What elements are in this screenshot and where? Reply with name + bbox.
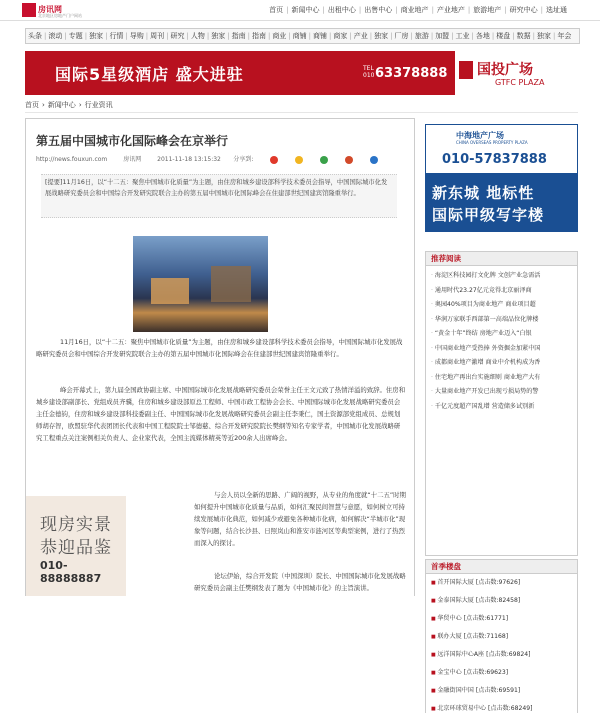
top-nav-link[interactable]: 出售中心 — [364, 6, 393, 14]
nav-separator: | — [431, 6, 434, 14]
list-item[interactable]: · 奥园40%项目为商业地产 商业项目超 — [431, 298, 577, 313]
top-nav-link[interactable]: 产业地产 — [436, 6, 465, 14]
top-nav — [266, 5, 570, 15]
article-time: 2011-11-18 13:15:32 — [157, 156, 221, 163]
recommended-list — [426, 266, 577, 414]
sidebar-ad[interactable] — [425, 124, 578, 232]
sidebar-ad-slogan-2: 国际甲级写字楼 — [432, 206, 545, 224]
category-nav-link[interactable]: 旅游 — [414, 32, 429, 40]
category-nav-link[interactable]: 厂房 — [394, 32, 409, 40]
category-nav-link[interactable]: 独家 — [211, 32, 226, 40]
category-nav-link[interactable]: 专题 — [68, 32, 83, 40]
top-nav-link[interactable]: 旅游地产 — [473, 6, 502, 14]
nav-separator: | — [467, 6, 471, 14]
article-summary: [提要]11月16日，以“十二五：聚焦中国城市化质量”为主题，由住房和城乡建设部科学技术委员会指导，中国国际城市化发展战略研究委员会和中国综合开发研究院联合主办的第五届中国城市化国际峰会在住建部世纪国建宾馆隆重举行。 — [41, 174, 397, 218]
list-item[interactable]: ■ 联办大厦 [点击数:71168] — [431, 628, 577, 646]
category-nav-link[interactable]: 年会 — [557, 32, 572, 40]
category-nav-link[interactable]: 商业 — [272, 32, 287, 40]
list-item[interactable]: ■ 金泰国际大厦 [点击数:82458] — [431, 592, 577, 610]
share-label: 分享到: — [233, 156, 254, 163]
share-weibo-icon[interactable] — [270, 156, 278, 164]
recommended-title: 推荐阅读 — [426, 252, 577, 266]
sidebar-ad-slogan-1: 新东城 地标性 — [432, 184, 535, 202]
plaza-name-cn: 国投广场 — [477, 62, 533, 78]
list-item[interactable]: · 大量商业地产开发已出现亏损局势的警 — [431, 385, 577, 400]
inline-ad[interactable] — [26, 496, 126, 596]
nav-separator: | — [471, 32, 474, 40]
nav-separator: | — [410, 32, 413, 40]
sidebar-ad-brand-en: CHINA OVERSEAS PROPERTY PLAZA — [456, 140, 528, 145]
sidebar-ad-brand: 中海地产广场 — [456, 131, 504, 140]
category-nav-link[interactable]: 加盟 — [435, 32, 450, 40]
banner-ad[interactable] — [25, 51, 578, 95]
category-nav-link[interactable]: 行情 — [109, 32, 124, 40]
logo-subtitle: 北京地区房地产门户网站 — [38, 13, 82, 18]
inline-ad-line2: 恭迎品鉴 — [40, 538, 112, 558]
list-item[interactable]: · 成都商业地产激增 商业中介机构成为香 — [431, 356, 577, 371]
article-container — [25, 118, 415, 596]
logo-name: 房讯网 — [38, 5, 62, 14]
nav-separator: | — [552, 32, 556, 40]
category-nav — [25, 28, 580, 44]
nav-separator: | — [64, 32, 67, 40]
plaza-name-en: GTFC PLAZA — [495, 78, 545, 87]
category-nav-link[interactable]: 导购 — [129, 32, 144, 40]
category-nav-link[interactable]: 产业 — [353, 32, 368, 40]
share-more-icon[interactable] — [370, 156, 378, 164]
category-nav-link[interactable]: 商家 — [333, 32, 348, 40]
nav-separator: | — [322, 6, 325, 14]
breadcrumb-arrow-icon: › — [78, 101, 82, 109]
nav-separator: | — [512, 32, 515, 40]
list-item[interactable]: ■ 远洋国际中心A座 [点击数:69824] — [431, 646, 577, 664]
nav-separator: | — [288, 32, 291, 40]
top-nav-link[interactable]: 选址通 — [546, 6, 567, 14]
photo-building-right — [211, 266, 251, 302]
list-item[interactable]: · 中国商业地产受热捧 外资掘金加紧中国 — [431, 342, 577, 357]
photo-building-left — [151, 278, 189, 304]
nav-separator: | — [166, 32, 169, 40]
nav-separator: | — [267, 32, 271, 40]
category-nav-link[interactable]: 人物 — [190, 32, 205, 40]
breadcrumb-arrow-icon: › — [42, 101, 45, 109]
article-paragraph-1: 11月16日，以“十二五：聚焦中国城市化质量”为主题，由住房和城乡建设部科学技术委员会指导，中国国际城市化发展战略研究委员会和中国综合开发研究院联合主办的第五届中国城市化国际峰会在住建部世纪国建宾馆隆重举行。 — [36, 338, 403, 358]
banner-plaza-logo — [455, 51, 578, 95]
category-nav-link[interactable]: 数据 — [516, 32, 531, 40]
list-item[interactable]: ■ 金融街国中国 [点击数:69591] — [431, 682, 577, 700]
nav-separator: | — [308, 32, 312, 40]
sidebar-ad-header — [425, 124, 578, 174]
nav-separator: | — [247, 32, 250, 40]
article-photo — [133, 236, 268, 332]
nav-separator: | — [84, 32, 88, 40]
list-item[interactable]: ■ 首开国际大厦 [点击数:97626] — [431, 574, 577, 592]
breadcrumb — [25, 100, 578, 113]
category-nav-link[interactable]: 独家 — [536, 32, 551, 40]
breadcrumb-item[interactable]: 首页 — [25, 101, 39, 109]
breadcrumb-item[interactable]: 行业资讯 — [84, 101, 113, 109]
nav-separator: | — [125, 32, 128, 40]
banner-headline: 国际5星级酒店 盛大进驻 — [55, 65, 244, 84]
article-source: 房讯网 — [123, 156, 142, 163]
plaza-logo-icon — [459, 61, 473, 79]
share-kaixin-icon[interactable] — [345, 156, 353, 164]
article-paragraph-2: 峰会开幕式上，第九届全国政协副主席、中国国际城市化发展战略研究委员会荣誉主任王文元致了热情洋溢的致辞。住房和城乡建设部副部长、党组成员齐骥，住房和城乡建设部原总工程师、中国市政工程协会会长、中国国际城市化发展战略研究委员会主任金德钧，住房和城乡建设部科技委副主任、中国国际城市化发展战略研究委员会副主任李秉仁，国土资源部党组成员、总规划师胡存智，欧盟驻华代表团团长代表和中国工程院院士邹德慈、综合开发研究院院长樊纲等知名专家学者，中国城市化发展战略研究工程重点关注案例相关负责人、企业家代表，全国主流媒体精英等近200余人出席峰会。 — [36, 386, 406, 442]
logo-mark-icon — [22, 3, 36, 17]
nav-separator: | — [532, 32, 535, 40]
nav-separator: | — [451, 32, 454, 40]
list-item[interactable]: · 华润万家联手西部第一高端品位化牌楼 — [431, 313, 577, 328]
nav-separator: | — [540, 6, 543, 14]
category-nav-link[interactable]: 研究 — [170, 32, 185, 40]
nav-separator: | — [105, 32, 108, 40]
sidebar-ad-tel: 010-57837888 — [442, 152, 547, 167]
nav-separator: | — [186, 32, 189, 40]
share-qzone-icon[interactable] — [295, 156, 303, 164]
sidebar — [425, 118, 578, 712]
inline-ad-line1: 现房实景 — [40, 515, 112, 535]
category-nav-link[interactable]: 周刊 — [150, 32, 165, 40]
hot-projects-title: 首季楼盘 — [426, 560, 577, 574]
nav-separator: | — [491, 32, 495, 40]
top-nav-link[interactable]: 新闻中心 — [291, 6, 320, 14]
list-item[interactable]: · 海淀区科技园打文化牌 文创产业急需活 — [431, 269, 577, 284]
category-nav-link[interactable]: 指南 — [251, 32, 266, 40]
category-nav-link[interactable]: 商铺 — [313, 32, 328, 40]
list-item[interactable]: · 住宅地产再出台实施细则 商业地产大有 — [431, 371, 577, 386]
top-bar — [0, 0, 600, 21]
nav-separator: | — [206, 32, 210, 40]
nav-separator: | — [44, 32, 47, 40]
list-item[interactable]: · 千亿元度超产国乱增 营造储多试别新 — [431, 400, 577, 415]
share-bar — [233, 154, 406, 164]
nav-separator: | — [329, 32, 332, 40]
breadcrumb-item[interactable]: 新闻中心 — [47, 101, 76, 109]
site-logo[interactable] — [22, 3, 92, 18]
nav-separator: | — [395, 6, 398, 14]
article-paragraph-3: 与会人员以全新的思路、广阔的视野，从专业的角度就“十二五”时期如何提升中国城市化质量与品质，如何汇聚民间智慧与意愿，如何树立可持续发展城市化典范，如何减少或避免各种城市化病，如何解决“半城市化”现象等问题，结合长沙县、日照岚山和淮安市涟河区等典型案例，进行了热烈而深入的探讨。 — [194, 491, 406, 547]
category-nav-link[interactable]: 滚动 — [48, 32, 63, 40]
category-nav-link[interactable]: 楼盘 — [496, 32, 511, 40]
article-meta — [36, 154, 406, 164]
nav-separator: | — [286, 6, 289, 14]
list-item[interactable]: · 通用时代23.27亿元竞得北京丽泽商 — [431, 284, 577, 299]
top-nav-link[interactable]: 研究中心 — [509, 6, 538, 14]
nav-separator: | — [430, 32, 434, 40]
article-title: 第五届中国城市化国际峰会在京举行 — [36, 134, 229, 148]
list-item[interactable]: · “黄金十年”终结 房地产业迈入“白银 — [431, 327, 577, 342]
nav-separator: | — [369, 32, 373, 40]
category-nav-link[interactable]: 商铺 — [292, 32, 307, 40]
list-item[interactable]: ■ 华贸中心 [点击数:61771] — [431, 610, 577, 628]
list-item[interactable]: ■ 北京环球贸易中心 [点击数:68249] — [431, 700, 577, 718]
top-nav-link[interactable]: 商业地产 — [400, 6, 429, 14]
list-item[interactable]: ■ 金宝中心 [点击数:69623] — [431, 664, 577, 682]
hot-projects-panel — [425, 559, 578, 713]
category-nav-link[interactable]: 独家 — [89, 32, 104, 40]
nav-separator: | — [145, 32, 149, 40]
article-paragraph-4: 论坛伊始，综合开发院（中国深圳）院长、中国国际城市化发展战略研究委员会副主任樊纲发表了题为《中国城市化》的主旨演讲。 — [194, 572, 406, 592]
banner-tel-number: 63378888 — [375, 66, 448, 81]
share-renren-icon[interactable] — [320, 156, 328, 164]
inline-ad-phone: 010-88888887 — [40, 559, 102, 585]
recommended-panel — [425, 251, 578, 556]
article-url[interactable]: http://news.fouxun.com — [36, 156, 108, 163]
category-nav-link[interactable]: 头条 — [28, 32, 42, 40]
nav-separator: | — [390, 32, 393, 40]
nav-separator: | — [349, 32, 352, 40]
hot-projects-list — [426, 574, 577, 718]
category-nav-link[interactable]: 指南 — [231, 32, 246, 40]
nav-separator: | — [358, 6, 362, 14]
nav-separator: | — [504, 6, 507, 14]
banner-tel-label: TEL 010 — [363, 65, 375, 79]
category-nav-link[interactable]: 各地 — [475, 32, 490, 40]
top-nav-link[interactable]: 出租中心 — [327, 6, 356, 14]
category-nav-link[interactable]: 工业 — [455, 32, 470, 40]
top-nav-link[interactable]: 首页 — [269, 6, 284, 14]
nav-separator: | — [227, 32, 230, 40]
category-nav-link[interactable]: 独家 — [374, 32, 389, 40]
